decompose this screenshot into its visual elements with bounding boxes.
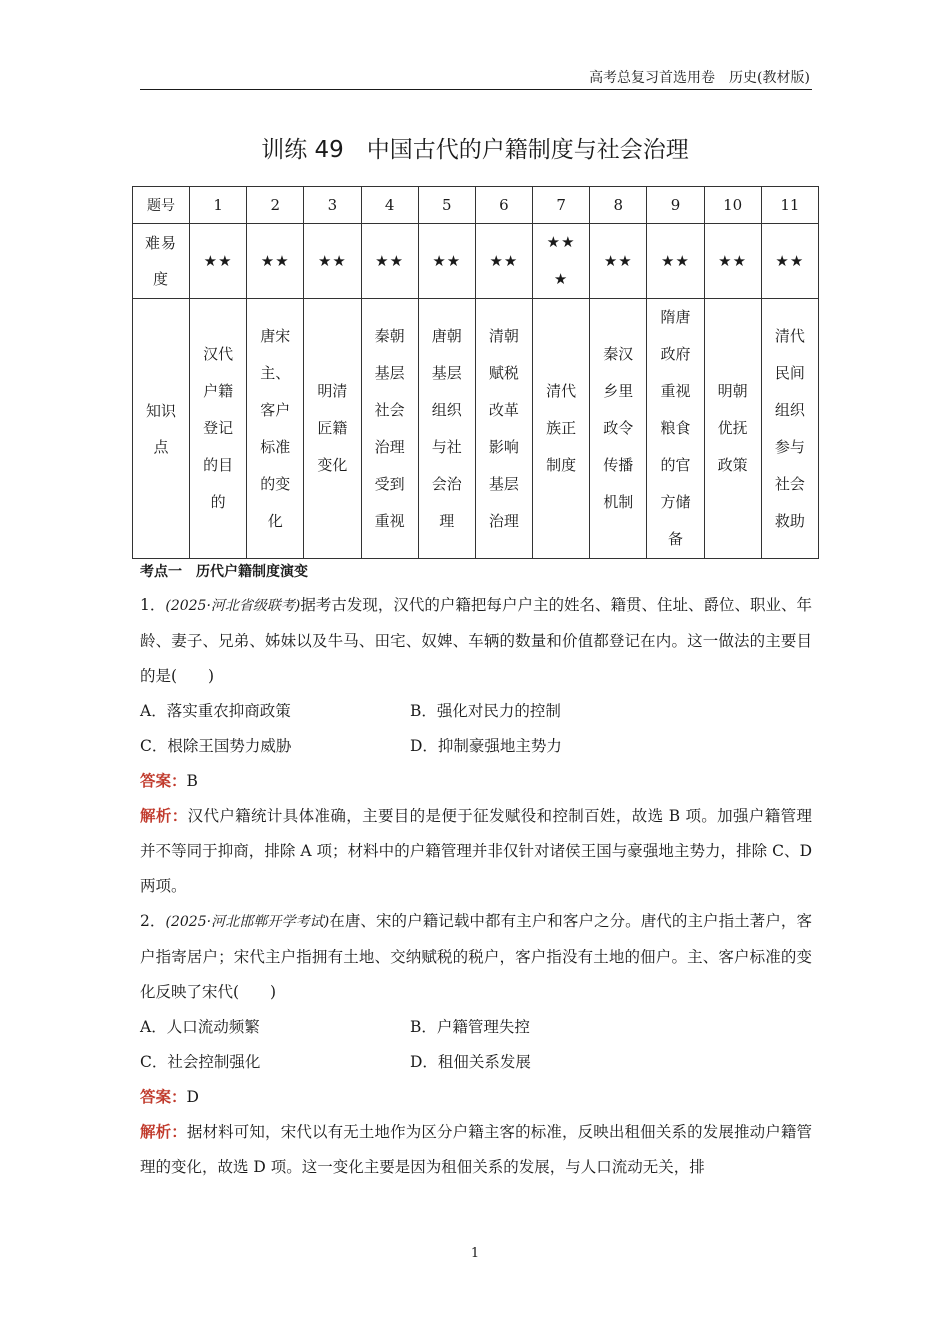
answer-value: B	[186, 772, 198, 790]
knowledge-point: 秦朝基层社会治理受到重视	[374, 326, 405, 530]
question-number-cell: 8	[590, 187, 647, 224]
table-row-difficulty	[133, 224, 819, 299]
question-2-options-row-1	[140, 1010, 812, 1045]
difficulty-stars: ★★	[718, 251, 748, 270]
knowledge-point: 汉代户籍登记的目的	[203, 345, 234, 511]
difficulty-stars: ★★	[603, 251, 633, 270]
question-2-stem	[140, 904, 812, 1010]
question-1-options-row-1	[140, 694, 812, 729]
running-header: 高考总复习首选用卷 历史(教材版)	[589, 70, 810, 86]
row-label-number: 题号	[133, 187, 190, 224]
question-number-cell: 1	[190, 187, 247, 224]
question-1-analysis	[140, 799, 812, 904]
option-d: D．抑制豪强地主势力	[410, 737, 562, 755]
question-number-cell: 6	[475, 187, 532, 224]
question-2-analysis	[140, 1115, 812, 1185]
difficulty-stars: ★★	[203, 251, 233, 270]
analysis-text: 据材料可知，宋代以有无土地作为区分户籍主客的标准，反映出租佃关系的发展推动户籍管理的变化，故选 D 项。这一变化主要是因为租佃关系的发展，与人口流动无关，排	[140, 1123, 812, 1176]
question-number: 1．	[140, 596, 166, 614]
knowledge-cell	[533, 299, 590, 559]
option-a: A．落实重农抑商政策	[140, 702, 291, 720]
difficulty-cell	[533, 224, 590, 299]
difficulty-stars: ★★	[661, 251, 690, 270]
row-label-knowledge	[133, 299, 190, 559]
knowledge-point: 清代族正制度	[546, 382, 577, 474]
question-number-cell: 7	[533, 187, 590, 224]
difficulty-stars: ★★	[317, 251, 347, 270]
question-source: (2025·河北省级联考)	[165, 598, 301, 614]
knowledge-cell	[590, 299, 647, 559]
knowledge-point: 唐宋主、客户标准的变化	[260, 326, 291, 530]
analysis-text: 汉代户籍统计具体准确，主要目的是便于征发赋役和控制百姓，故选 B 项。加强户籍管理并不等同于抑商，排除 A 项；材料中的户籍管理并非仅针对诸侯王国与豪强地主势力，排除 C、D 两项。	[140, 807, 812, 895]
answer-value: D	[186, 1088, 199, 1106]
knowledge-cell	[647, 299, 704, 559]
difficulty-stars: ★★	[432, 251, 462, 270]
knowledge-cell	[247, 299, 304, 559]
question-number-cell: 3	[304, 187, 361, 224]
knowledge-point: 明清匠籍变化	[317, 382, 348, 474]
knowledge-point: 秦汉乡里政令传播机制	[603, 345, 634, 511]
page-number: 1	[470, 1246, 480, 1261]
difficulty-table	[132, 186, 819, 559]
question-2-answer	[140, 1080, 812, 1115]
difficulty-stars: ★★	[775, 251, 805, 270]
difficulty-cell	[590, 224, 647, 299]
knowledge-point: 清代民间组织参与社会救助	[774, 326, 805, 530]
option-c: C．社会控制强化	[140, 1053, 261, 1071]
question-2-options-row-2	[140, 1045, 812, 1080]
difficulty-cell	[475, 224, 532, 299]
difficulty-cell	[247, 224, 304, 299]
option-c: C．根除王国势力威胁	[140, 737, 292, 755]
header-divider	[140, 89, 812, 90]
difficulty-stars: ★★	[375, 251, 405, 270]
knowledge-cell	[761, 299, 818, 559]
difficulty-stars: ★★★	[546, 233, 576, 288]
question-number-cell: 10	[704, 187, 761, 224]
question-1-options-row-2	[140, 729, 812, 764]
row-label-difficulty-text: 难易度	[145, 234, 178, 288]
difficulty-cell	[761, 224, 818, 299]
knowledge-cell	[475, 299, 532, 559]
question-text: 在唐、宋的户籍记载中都有主户和客户之分。唐代的主户指土著户，客户指寄居户；宋代主户指拥有土地、交纳赋税的税户，客户指没有土地的佃户。主、客户标准的变化反映了宋代( )	[140, 912, 812, 1001]
question-text: 据考古发现，汉代的户籍把每户户主的姓名、籍贯、住址、爵位、职业、年龄、妻子、兄弟、姊妹以及牛马、田宅、奴婢、车辆的数量和价值都登记在内。这一做法的主要目的是( )	[140, 596, 812, 685]
questions-body	[140, 588, 812, 1185]
knowledge-cell	[190, 299, 247, 559]
option-d: D．租佃关系发展	[410, 1053, 531, 1071]
question-number-cell: 9	[647, 187, 704, 224]
question-number-cell: 5	[418, 187, 475, 224]
knowledge-cell	[704, 299, 761, 559]
difficulty-cell	[304, 224, 361, 299]
question-number-cell: 11	[761, 187, 818, 224]
answer-label: 答案：	[140, 772, 187, 790]
knowledge-point: 唐朝基层组织与社会治理	[431, 326, 462, 530]
difficulty-stars: ★★	[489, 251, 519, 270]
question-number: 2．	[140, 912, 166, 930]
difficulty-cell	[647, 224, 704, 299]
option-b: B．户籍管理失控	[410, 1018, 530, 1036]
section-heading	[140, 562, 308, 582]
question-1-stem	[140, 588, 812, 694]
row-label-knowledge-text: 知识点	[145, 401, 176, 456]
answer-label: 答案：	[140, 1088, 187, 1106]
difficulty-stars: ★★	[260, 251, 290, 270]
option-b: B．强化对民力的控制	[410, 702, 561, 720]
difficulty-cell	[361, 224, 418, 299]
analysis-label: 解析：	[140, 807, 188, 825]
knowledge-point: 明朝优抚政策	[717, 382, 748, 474]
analysis-label: 解析：	[140, 1123, 187, 1141]
page-title: 训练 49 中国古代的户籍制度与社会治理	[261, 137, 689, 163]
difficulty-cell	[418, 224, 475, 299]
difficulty-cell	[190, 224, 247, 299]
knowledge-cell	[361, 299, 418, 559]
question-source: (2025·河北邯郸开学考试)	[165, 914, 330, 930]
question-number-cell: 4	[361, 187, 418, 224]
knowledge-point: 清朝赋税改革影响基层治理	[488, 326, 519, 530]
section-title: 历代户籍制度演变	[196, 564, 308, 580]
table-row-numbers	[133, 187, 819, 224]
option-a: A．人口流动频繁	[140, 1018, 260, 1036]
knowledge-cell	[418, 299, 475, 559]
row-label-difficulty	[133, 224, 190, 299]
knowledge-cell	[304, 299, 361, 559]
question-number-cell: 2	[247, 187, 304, 224]
difficulty-cell	[704, 224, 761, 299]
section-label: 考点一	[140, 564, 182, 580]
table-row-knowledge	[133, 299, 819, 559]
knowledge-point: 隋唐政府重视粮食的官方储备	[660, 308, 691, 548]
question-1-answer	[140, 764, 812, 799]
